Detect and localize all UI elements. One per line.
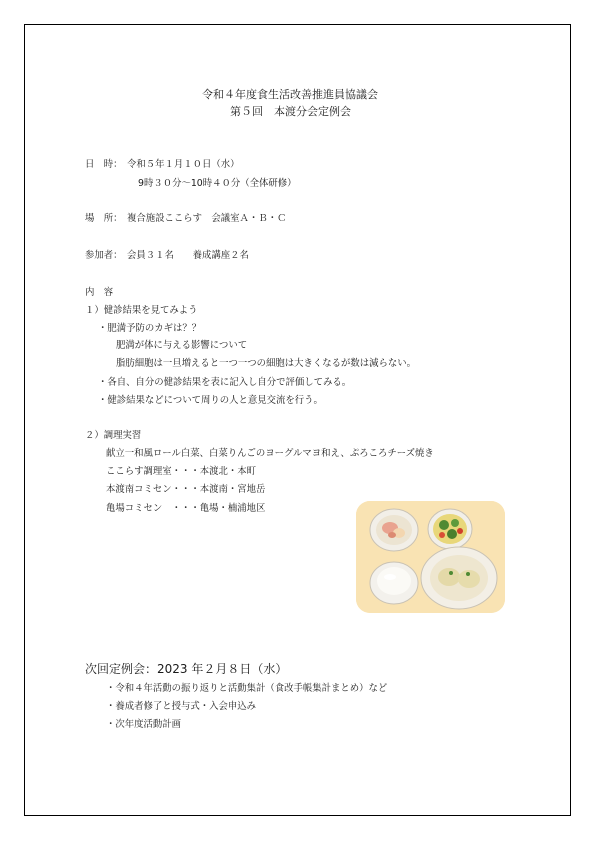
date-line-1: 令和５年１月１０日（水） — [127, 159, 240, 170]
next-meeting-item-3: ・次年度活動計画 — [106, 719, 182, 730]
date-line-2: 9時３０分～10時４０分（全体研修） — [138, 178, 297, 189]
content-heading: 内 容 — [85, 287, 114, 298]
title-line-1: 令和４年度食生活改善推進員協議会 — [202, 88, 378, 101]
section1-bullet-1: ・肥満予防のカギは？？ — [98, 323, 202, 334]
cooking-photo — [356, 501, 505, 613]
section1-sub-2: 脂肪細胞は一旦増えると一つ一つの細胞は大きくなるが数は減らない。 — [116, 358, 417, 369]
place-value: 複合施設ここらす 会議室Ａ・Ｂ・Ｃ — [127, 213, 287, 224]
section1-bullet-3: ・健診結果などについて周りの人と意見交流を行う。 — [98, 395, 323, 406]
date-label: 日 時： — [85, 159, 123, 170]
next-meeting-heading: 次回定例会：2023 年２月８日（水） — [85, 662, 288, 676]
attendees-label: 参加者： — [85, 250, 123, 261]
title-line-2: 第５回 本渡分会定例会 — [230, 105, 351, 118]
section1-sub-1: 肥満が体に与える影響について — [116, 340, 248, 351]
section1-bullet-2: ・各自、自分の健診結果を表に記入し自分で評価してみる。 — [98, 377, 352, 388]
section1-title: １）健診結果を見てみよう — [85, 305, 198, 316]
section2-venue-3: 亀場コミセン ・・・亀場・楠浦地区 — [106, 503, 266, 514]
food-plates-image — [356, 501, 505, 613]
attendees-value: 会員３１名 養成講座２名 — [127, 250, 249, 261]
section2-title: ２）調理実習 — [85, 430, 142, 441]
section2-venue-2: 本渡南コミセン・・・本渡南・宮地岳 — [106, 484, 266, 495]
next-meeting-item-2: ・養成者修了と授与式・入会申込み — [106, 701, 257, 712]
section2-menu: 献立一和風ロール白菜、白菜りんごのヨーグルマヨ和え、ぷろころチーズ焼き — [106, 448, 434, 459]
next-meeting-item-1: ・令和４年活動の振り返りと活動集計（食改手帳集計まとめ）など — [106, 683, 388, 694]
place-label: 場 所： — [85, 213, 123, 224]
page-border — [24, 24, 571, 816]
section2-venue-1: ここらす調理室・・・本渡北・本町 — [106, 466, 257, 477]
